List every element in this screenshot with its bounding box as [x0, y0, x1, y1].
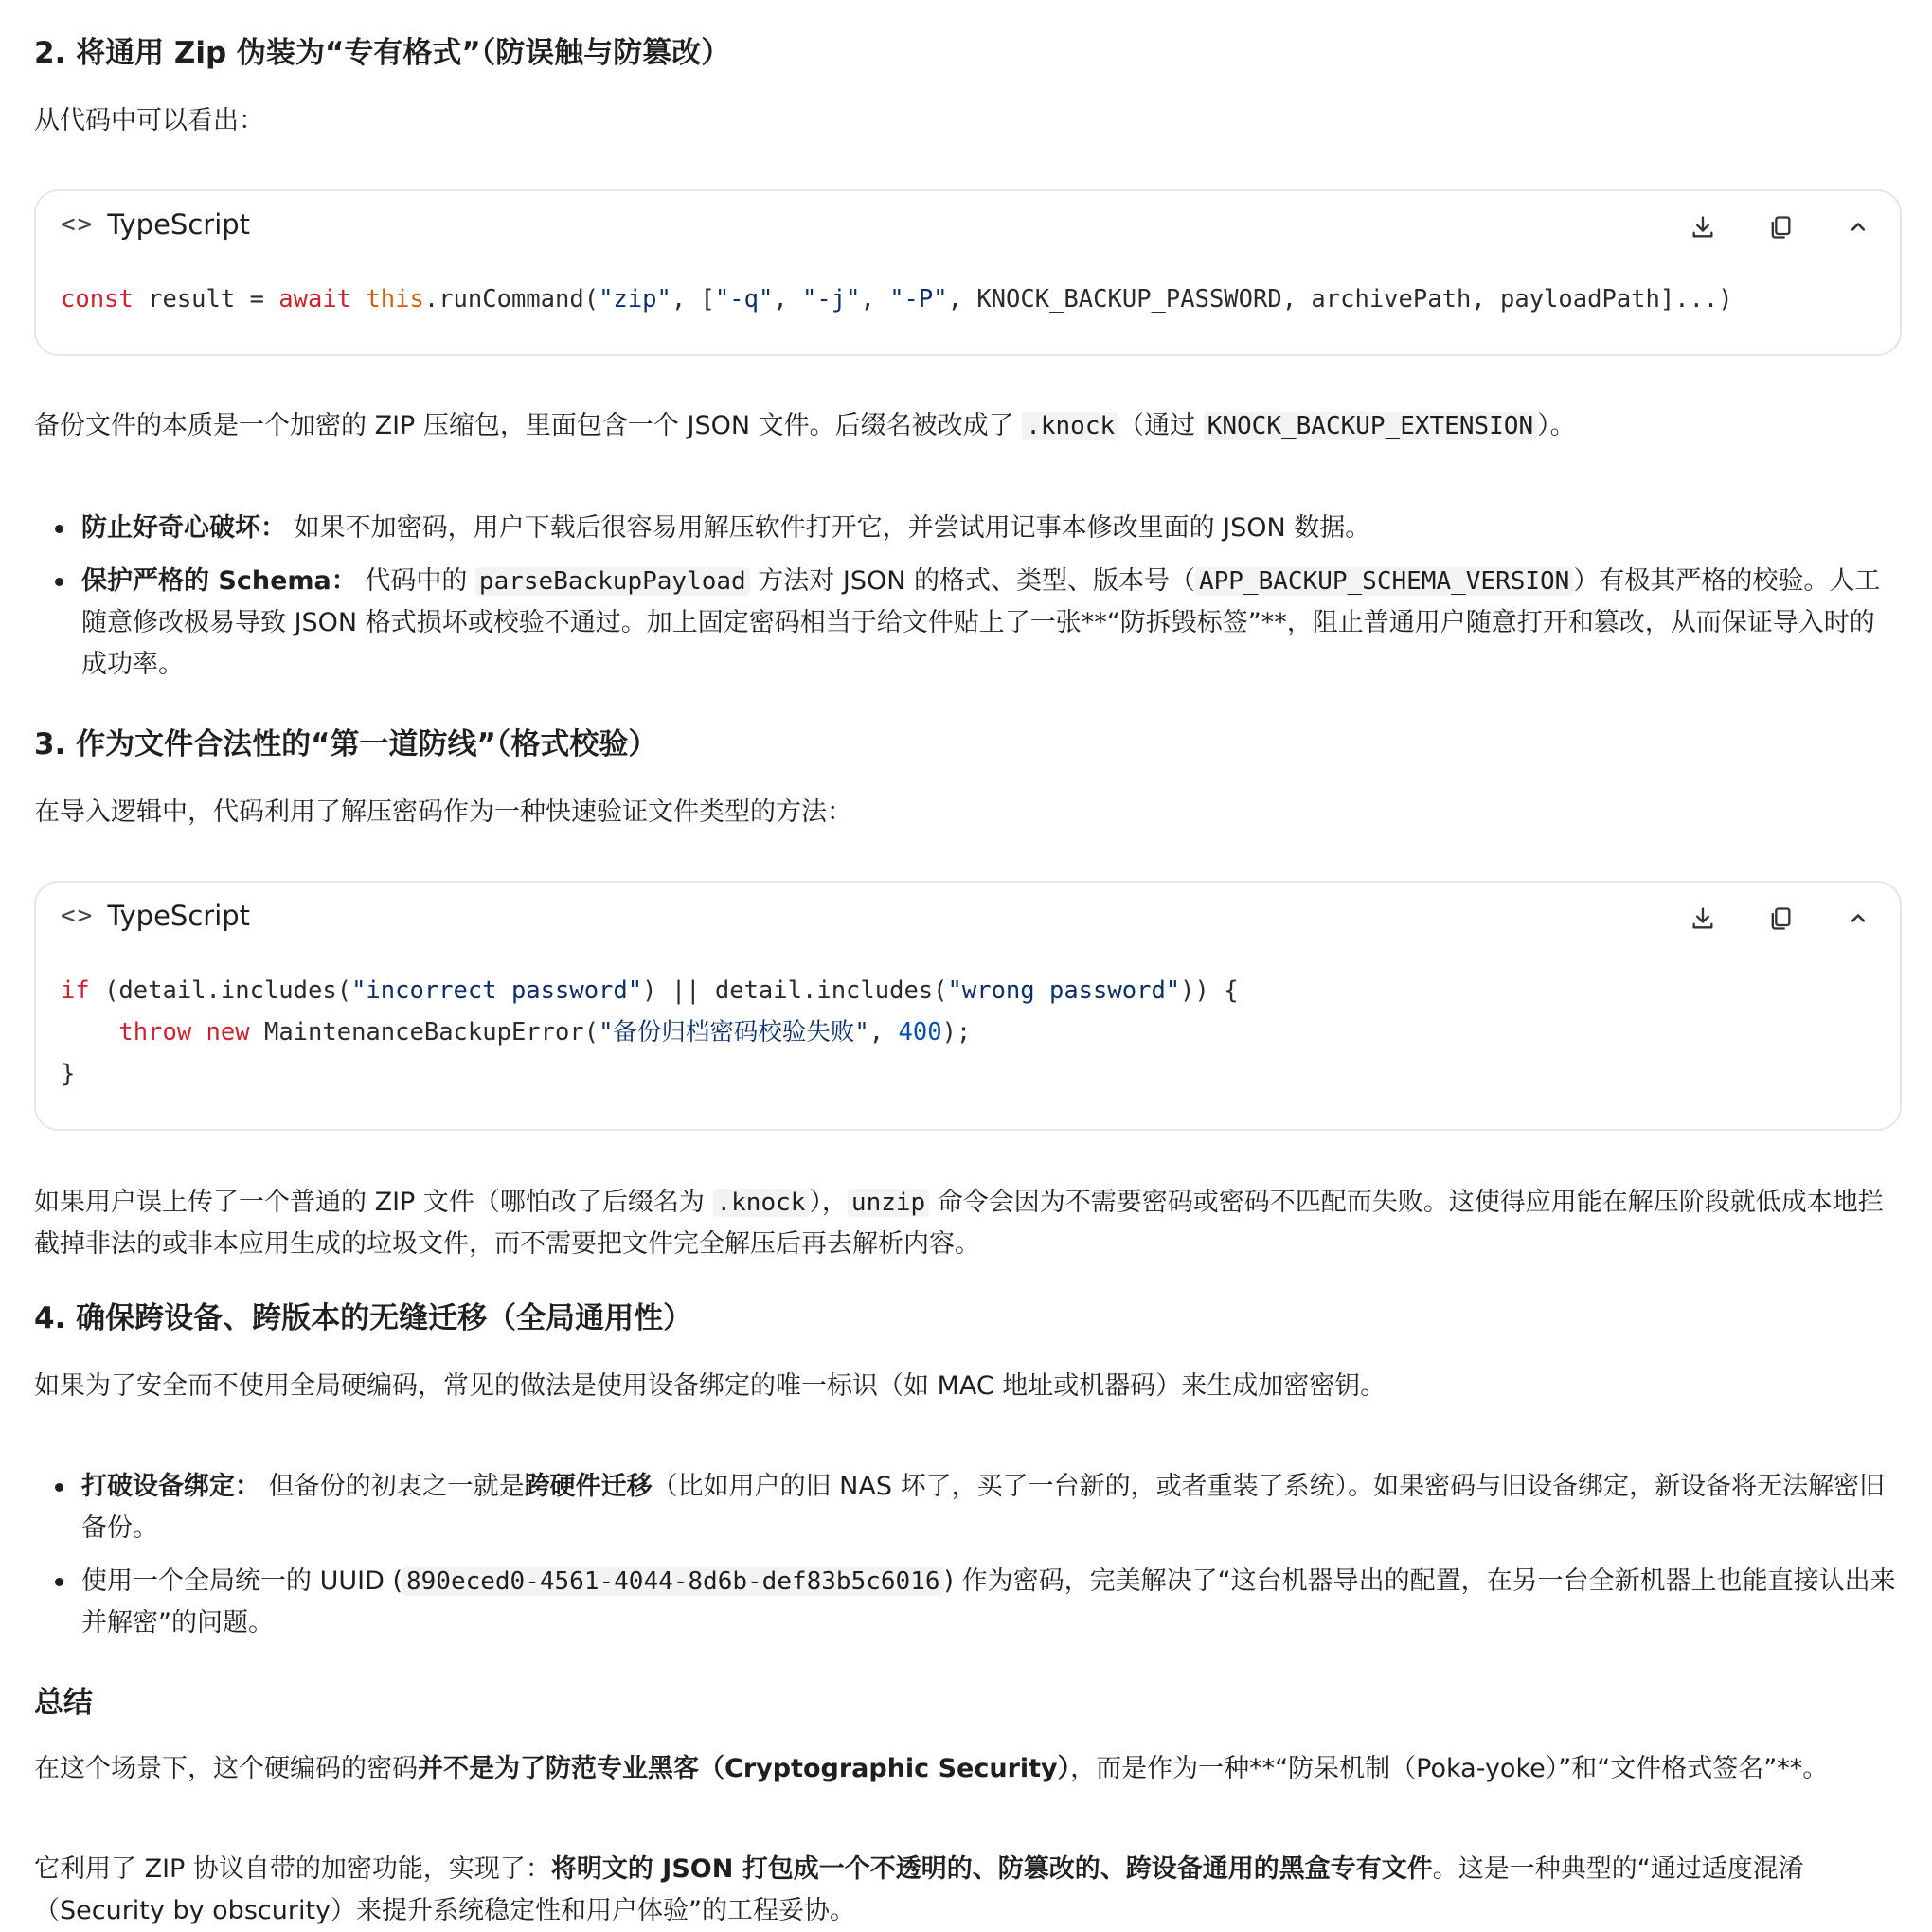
code-token: "-q" [714, 285, 774, 313]
text-run: 如果不加密码，用户下载后很容易用解压软件打开它，并尝试用记事本修改里面的 JSON 数据。 [286, 513, 1371, 543]
text-run: （通过 [1118, 411, 1204, 440]
text-run: 命令会因为不需要密码或密码不匹配而失败。这使得应用能在解压阶段就低成本地拦截掉非法的或非本应用生成的垃圾文件，而不需要把文件完全解压后再去解析内容。 [34, 1188, 1884, 1259]
code-block-header [36, 883, 1900, 957]
list-item [34, 508, 1898, 549]
list-item [34, 1466, 1898, 1549]
inline-code: parseBackupPayload [475, 567, 750, 596]
text-run: ）。 [1537, 411, 1576, 440]
text-run: （比如用户的旧 NAS 坏了，买了一台新的，或者重装了系统）。如果密码与旧设备绑定，新设备将无法解密旧备份。 [81, 1472, 1886, 1543]
text-run: 在这个场景下，这个硬编码的密码 [34, 1754, 418, 1783]
text-run: 。这是一种典型的“通过适度混淆（Security by obscurity）来提升系统稳定性和用户体验”的工程妥协。 [34, 1854, 1804, 1925]
inline-code: 890eced0-4561-4044-8d6b-def83b5c6016 [402, 1567, 944, 1596]
code-language-label [61, 900, 250, 932]
code-token: MaintenanceBackupError( [249, 1018, 599, 1046]
section-heading: 3. 作为文件合法性的“第一道防线”（格式校验） [34, 727, 658, 761]
paragraph [34, 1748, 1898, 1790]
code-toolbar [1686, 902, 1875, 936]
language-name: TypeScript [107, 208, 251, 241]
text-run: ）， [809, 1188, 848, 1217]
copy-icon[interactable] [1763, 902, 1798, 936]
inline-code: .knock [713, 1189, 810, 1217]
list-item [34, 561, 1898, 686]
inline-code: .knock [1022, 412, 1118, 440]
code-token: result = [133, 285, 279, 313]
code-token: 400 [898, 1018, 942, 1046]
code-content [36, 265, 1900, 343]
code-token: "-j" [802, 285, 861, 313]
list-item [34, 1561, 1898, 1644]
code-block-header [36, 191, 1900, 265]
inline-code: APP_BACKUP_SCHEMA_VERSION [1195, 567, 1573, 596]
code-token: "zip" [599, 285, 671, 313]
code-block [34, 881, 1902, 1131]
paragraph: 如果为了安全而不使用全局硬编码，常见的做法是使用设备绑定的唯一标识（如 MAC 地址或机器码）来生成加密密钥。 [34, 1371, 1386, 1401]
code-brackets-icon: <> [61, 902, 95, 930]
code-token: this [366, 285, 424, 313]
bold-text: 将明文的 JSON 打包成一个不透明的、防篡改的、跨设备通用的黑盒专有文件 [550, 1854, 1433, 1884]
text-run: 如果用户误上传了一个普通的 ZIP 文件（哪怕改了后缀名为 [34, 1188, 713, 1217]
code-brackets-icon: <> [61, 210, 95, 239]
code-token: "incorrect password" [351, 976, 643, 1005]
code-token [351, 285, 366, 313]
code-token: await [278, 285, 352, 313]
download-icon[interactable] [1686, 902, 1720, 936]
bold-lead: 防止好奇心破坏： [81, 513, 286, 543]
text-run: 方法对 JSON 的格式、类型、版本号（ [749, 566, 1195, 596]
text-run: ) 作为密码，完美解决了“这台机器导出的配置，在另一台全新机器上也能直接认出来并解密”的问题。 [81, 1566, 1896, 1637]
code-token: ) || detail.includes( [642, 976, 948, 1005]
bold-lead: 打破设备绑定： [81, 1472, 260, 1501]
code-toolbar [1686, 210, 1875, 244]
bullet-list [34, 508, 1898, 697]
code-token: , [773, 285, 803, 313]
bullet-list [34, 1466, 1898, 1655]
paragraph [34, 1849, 1898, 1932]
code-token: ); [941, 1018, 972, 1046]
code-content [36, 957, 1900, 1118]
copy-icon[interactable] [1763, 210, 1798, 244]
download-icon[interactable] [1686, 210, 1720, 244]
code-token: .runCommand( [423, 285, 599, 313]
code-token: , KNOCK_BACKUP_PASSWORD, archivePath, payloadPath]...) [947, 285, 1733, 313]
code-token: "wrong password" [947, 976, 1181, 1005]
section-heading: 2. 将通用 Zip 伪装为“专有格式”（防误触与防篡改） [34, 36, 731, 70]
code-token: const [61, 285, 134, 313]
text-run: 但备份的初衷之一就是 [260, 1472, 525, 1501]
text-run: 使用一个全局统一的 UUID ( [81, 1566, 402, 1596]
code-token: (detail.includes( [89, 976, 352, 1005]
inline-code: KNOCK_BACKUP_EXTENSION [1204, 412, 1537, 440]
code-block [34, 189, 1902, 356]
code-token: , [ [671, 285, 715, 313]
inline-code: unzip [848, 1189, 929, 1217]
text-run: ，而是作为一种**“防呆机制（Poka-yoke）”和“文件格式签名”**。 [1070, 1754, 1829, 1783]
text-run: 备份文件的本质是一个加密的 ZIP 压缩包，里面包含一个 JSON 文件。后缀名被改成了 [34, 411, 1023, 440]
code-token: )) { [1180, 976, 1239, 1005]
paragraph: 在导入逻辑中，代码利用了解压密码作为一种快速验证文件类型的方法： [34, 797, 852, 827]
paragraph [34, 405, 1898, 447]
code-token: throw [118, 1018, 192, 1046]
code-token: if [61, 976, 90, 1005]
chevron-up-icon[interactable] [1841, 210, 1875, 244]
text-run: ）有极其严格的校验。人工随意修改极易导致 JSON 格式损坏或校验不通过。加上固定密码相当于给文件贴上了一张**“防拆毁标签”**，阻止普通用户随意打开和篡改，从而保证导入时的成功率。 [81, 566, 1881, 679]
code-token [191, 1018, 206, 1046]
language-name: TypeScript [107, 900, 251, 932]
paragraph: 从代码中可以看出： [34, 106, 264, 135]
code-token: , [860, 285, 890, 313]
code-token: } [61, 1060, 76, 1088]
chevron-up-icon[interactable] [1841, 902, 1875, 936]
section-heading: 总结 [34, 1686, 93, 1720]
bold-text: 并不是为了防范专业黑客（Cryptographic Security） [418, 1754, 1071, 1783]
section-heading: 4. 确保跨设备、跨版本的无缝迁移（全局通用性） [34, 1301, 693, 1335]
bold-lead: 保护严格的 Schema： [81, 566, 357, 596]
code-token: "备份归档密码校验失败" [599, 1018, 869, 1046]
code-language-label [61, 208, 250, 241]
text-run: 它利用了 ZIP 协议自带的加密功能，实现了： [34, 1854, 551, 1884]
code-token: "-P" [889, 285, 948, 313]
code-token: , [868, 1018, 899, 1046]
code-token: new [206, 1018, 250, 1046]
paragraph [34, 1182, 1898, 1265]
bold-text: 跨硬件迁移 [524, 1472, 653, 1501]
text-run: 代码中的 [356, 566, 475, 596]
code-indent [61, 1018, 118, 1046]
